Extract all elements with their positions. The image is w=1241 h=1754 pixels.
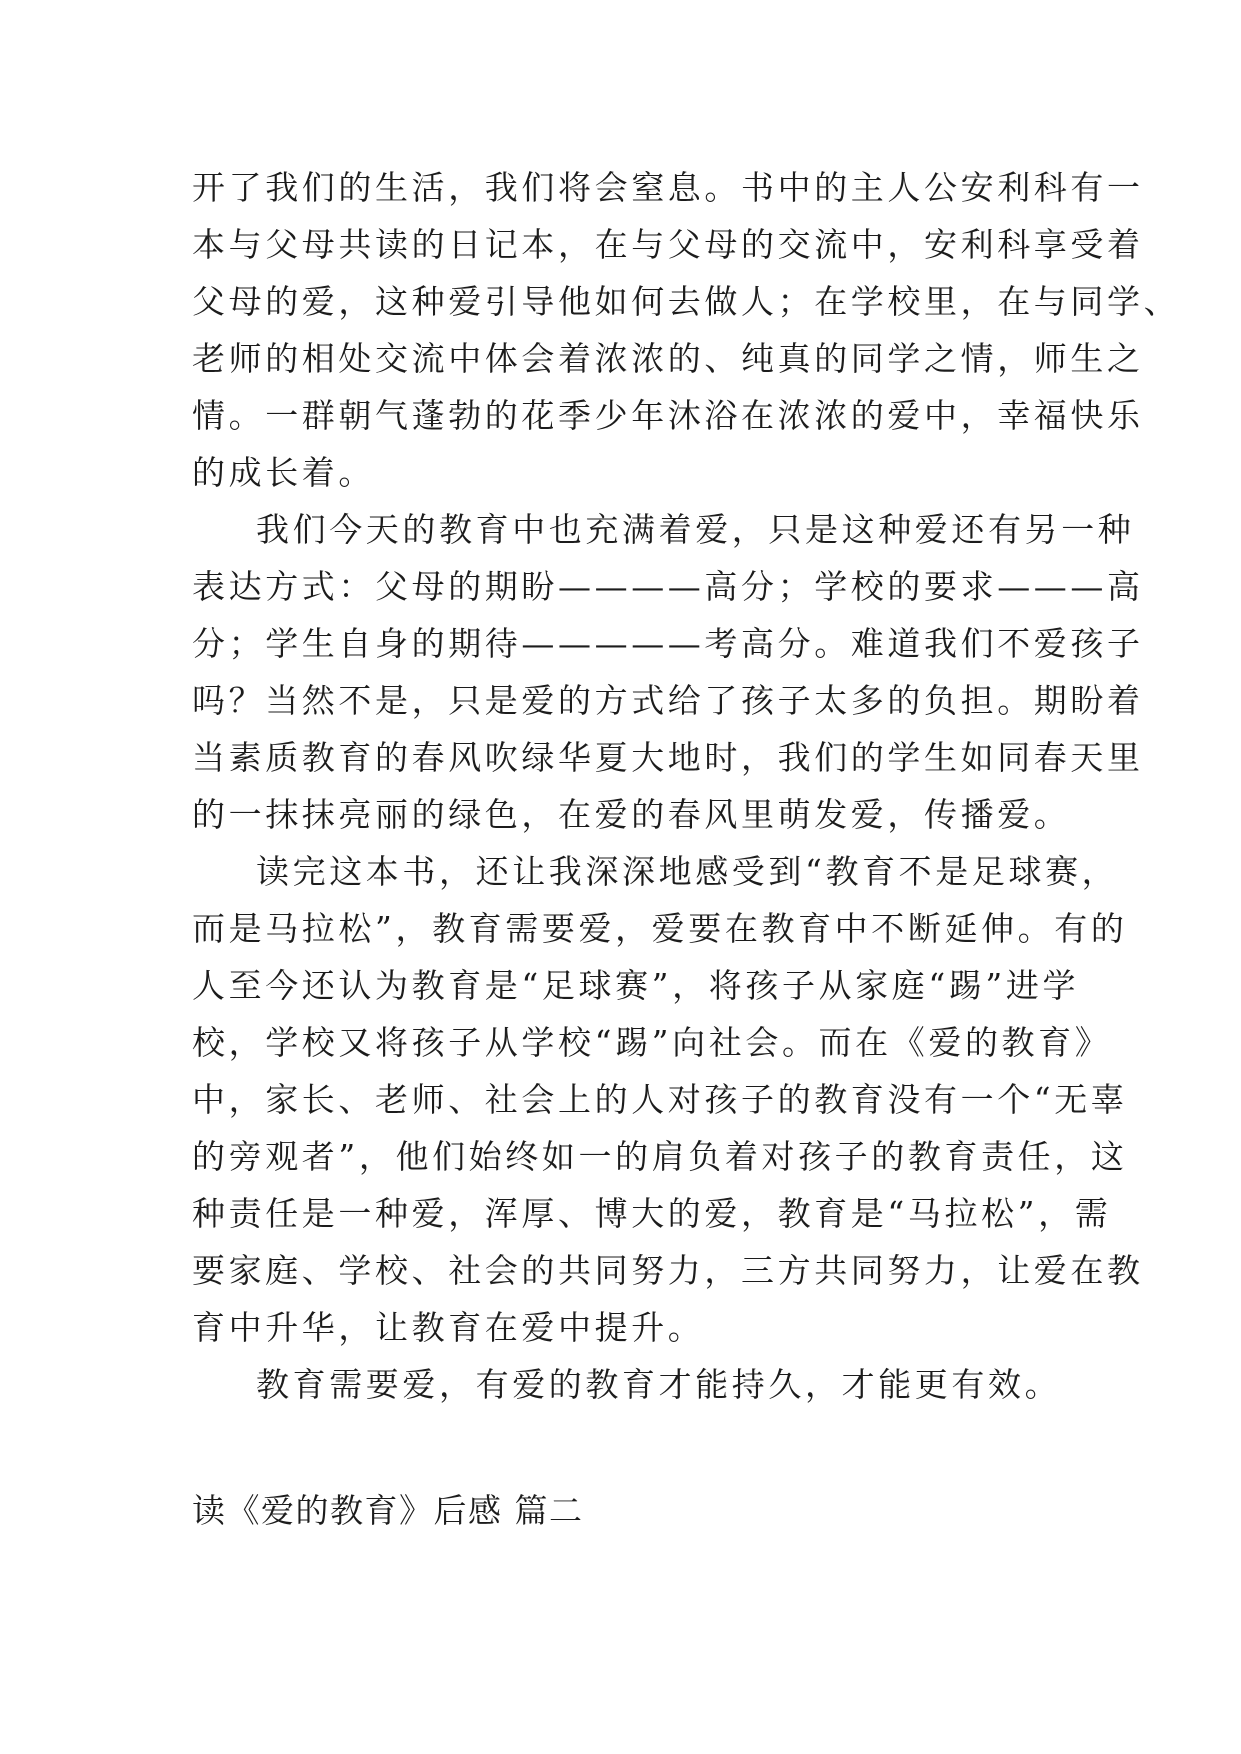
text-line: 人至今还认为教育是“足球赛”，将孩子从家庭“踢”进学 <box>192 966 1080 1005</box>
text-line: 老师的相处交流中体会着浓浓的、纯真的同学之情，师生之 <box>192 339 1144 378</box>
text-line: 表达方式：父母的期盼————高分；学校的要求———高 <box>192 567 1144 606</box>
text-line: 而是马拉松”，教育需要爱，爱要在教育中不断延伸。有的 <box>192 909 1128 948</box>
section-heading: 读《爱的教育》后感 篇二 <box>192 1491 584 1530</box>
text-line: 要家庭、学校、社会的共同努力，三方共同努力，让爱在教 <box>192 1251 1144 1290</box>
text-line: 种责任是一种爱，浑厚、博大的爱，教育是“马拉松”，需 <box>192 1194 1112 1233</box>
text-line: 我们今天的教育中也充满着爱，只是这种爱还有另一种 <box>256 510 1135 549</box>
text-line: 的成长着。 <box>192 453 375 492</box>
text-line: 开了我们的生活，我们将会窒息。书中的主人公安利科有一 <box>192 168 1144 207</box>
text-line: 的一抹抹亮丽的绿色，在爱的春风里萌发爱，传播爱。 <box>192 795 1071 834</box>
text-line: 本与父母共读的日记本，在与父母的交流中，安利科享受着 <box>192 225 1144 264</box>
text-line: 中，家长、老师、社会上的人对孩子的教育没有一个“无辜 <box>192 1080 1128 1119</box>
text-line: 的旁观者”，他们始终如一的肩负着对孩子的教育责任，这 <box>192 1137 1128 1176</box>
text-line: 读完这本书，还让我深深地感受到“教育不是足球赛， <box>256 852 1119 891</box>
text-line: 分；学生自身的期待—————考高分。难道我们不爱孩子 <box>192 624 1144 663</box>
text-line: 教育需要爱，有爱的教育才能持久，才能更有效。 <box>256 1365 1062 1404</box>
text-line: 育中升华，让教育在爱中提升。 <box>192 1308 705 1347</box>
text-line: 校，学校又将孩子从学校“踢”向社会。而在《爱的教育》 <box>192 1023 1112 1062</box>
text-line: 父母的爱，这种爱引导他如何去做人；在学校里，在与同学、 <box>192 282 1181 321</box>
text-line: 当素质教育的春风吹绿华夏大地时，我们的学生如同春天里 <box>192 738 1144 777</box>
text-line: 情。一群朝气蓬勃的花季少年沐浴在浓浓的爱中，幸福快乐 <box>192 396 1144 435</box>
text-line: 吗？当然不是，只是爱的方式给了孩子太多的负担。期盼着 <box>192 681 1144 720</box>
